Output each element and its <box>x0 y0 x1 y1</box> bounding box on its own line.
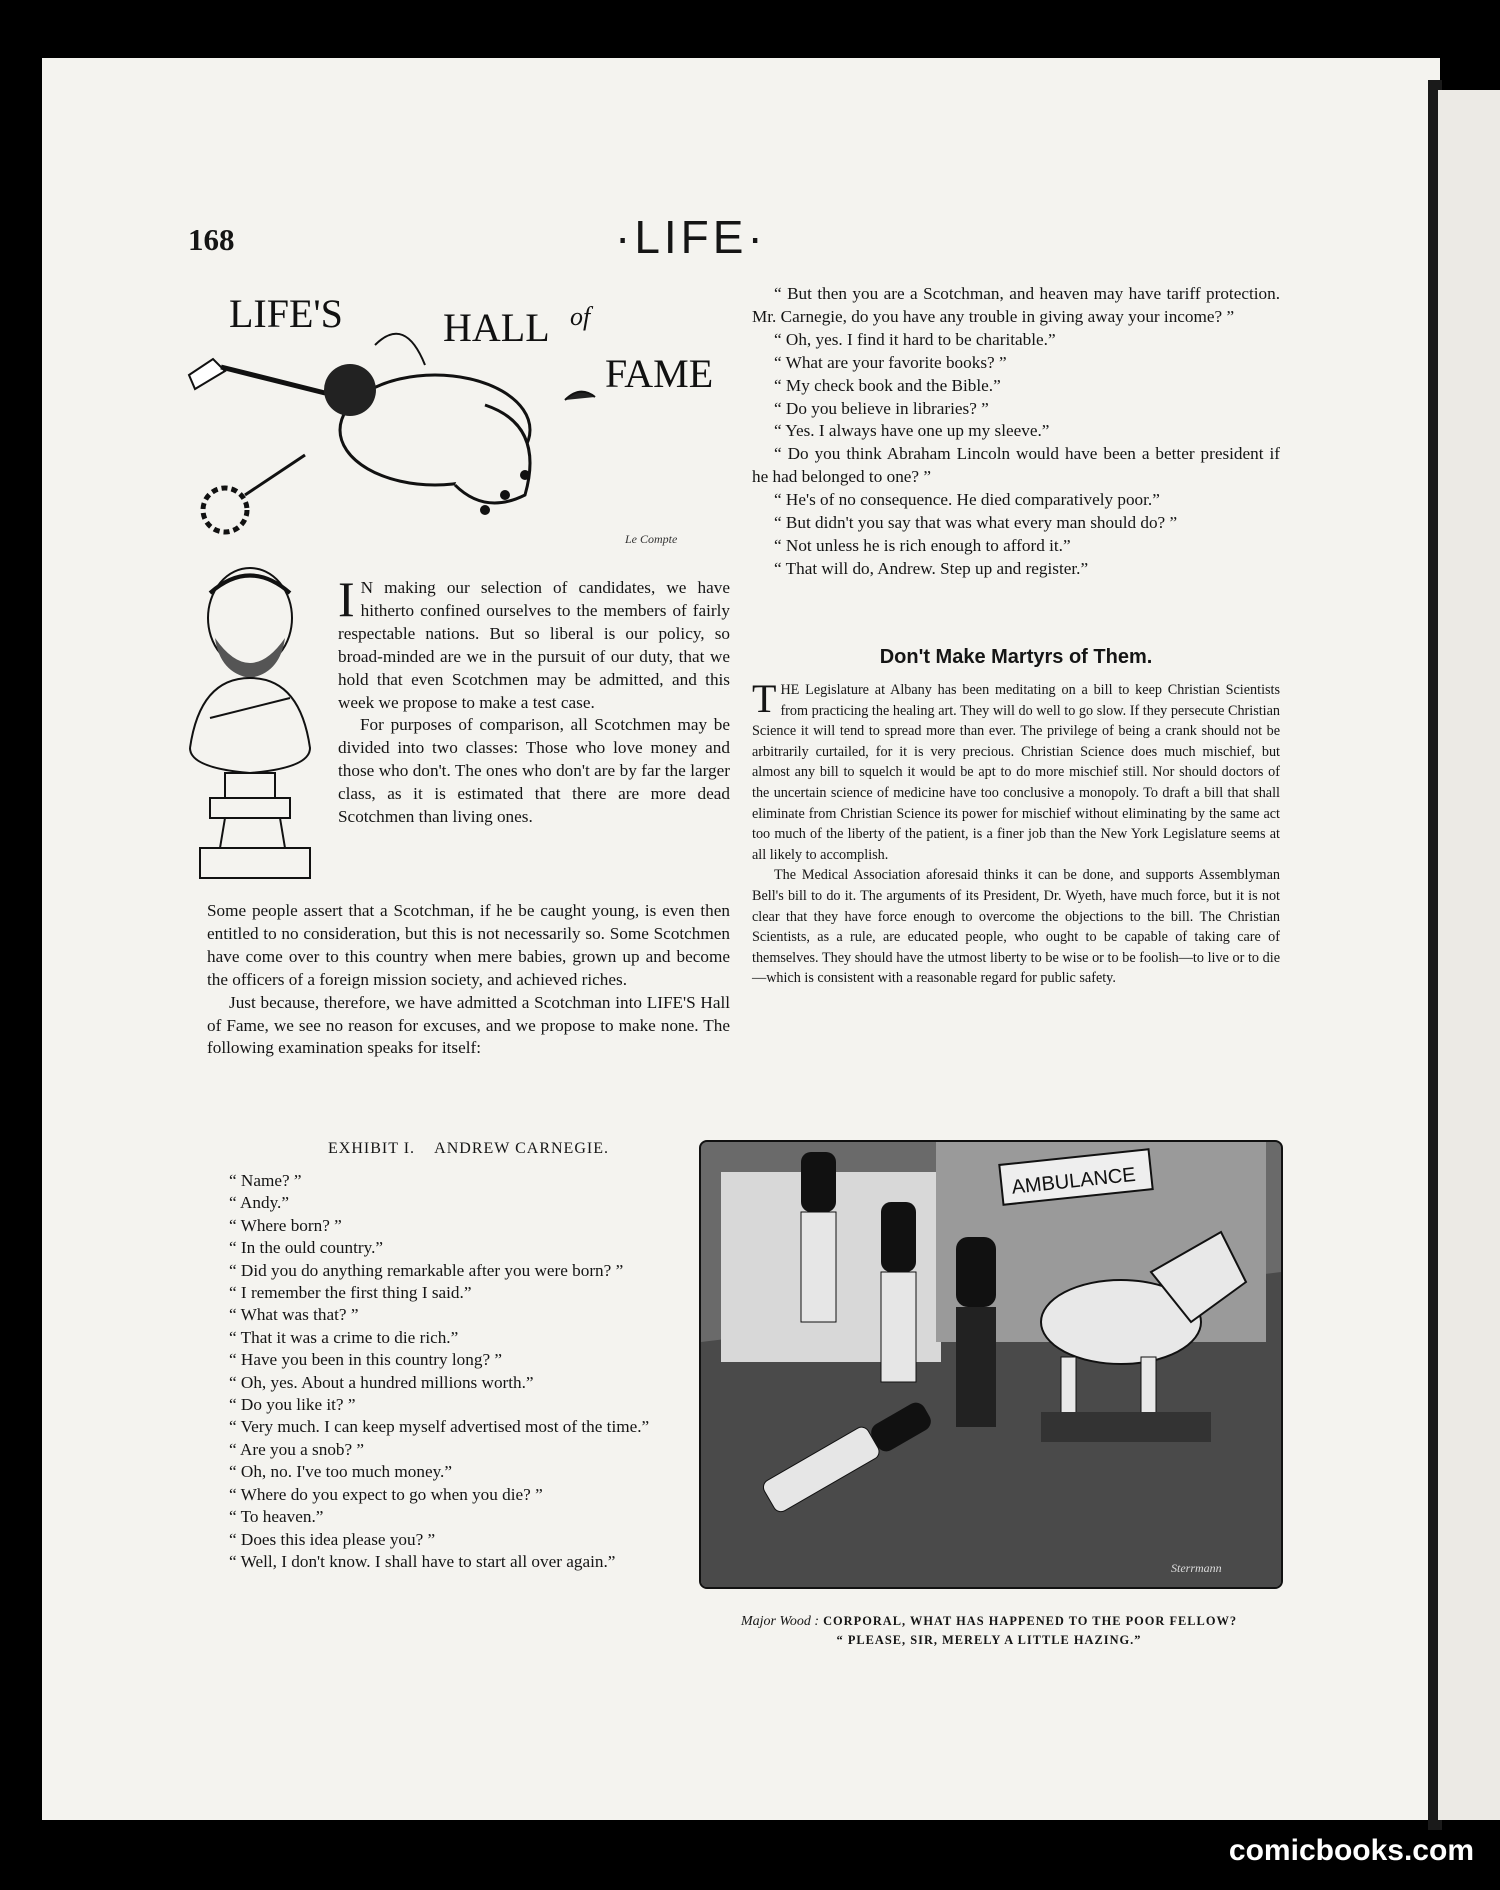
toy-soldier-icon <box>801 1152 836 1322</box>
toy-soldier-icon <box>956 1237 996 1427</box>
laurel-wreath-icon <box>203 488 247 532</box>
cartoon-signature: Sterrmann <box>1171 1561 1222 1575</box>
caption-line-2: “ PLEASE, SIR, MERELY A LITTLE HAZING.” <box>836 1633 1142 1647</box>
interview-line: “ Oh, yes. I find it hard to be charitable.” <box>774 329 1056 349</box>
hall-title-hall: HALL <box>443 305 550 350</box>
interview-line: “ I remember the first thing I said.” <box>229 1283 472 1303</box>
intro-paragraph-2: For purposes of comparison, all Scotchmen may be divided into two classes: Those who love money and those who don't. The ones who don't are by far the larger class, as it is estimated that there are more dead Scotchmen than living ones. <box>338 715 730 827</box>
article-paragraph-2: The Medical Association aforesaid thinks it can be done, and supports Assemblyman Bell's bill to do it. The arguments of its President, Dr. Wyeth, have much force, but it is not clear that they have force enough to overcome the objections to the bill. The Christian Scientists, as a rule, are educated people, who ought to be capable of taking care of themselves. They should have the utmost liberty to be wise or to be foolish—to live or to die—which is consistent with a reasonable regard for public safety. <box>752 867 1280 987</box>
interview-line: “ Where do you expect to go when you die? ” <box>229 1484 543 1504</box>
caption-line-1: CORPORAL, WHAT HAS HAPPENED TO THE POOR FELLOW? <box>823 1614 1238 1628</box>
interview-line: “ Yes. I always have one up my sleeve.” <box>774 421 1050 441</box>
interview-line: “ In the ould country.” <box>229 1238 383 1258</box>
continuation-paragraph-1: Some people assert that a Scotchman, if he be caught young, is even then entitled to no consideration, but this is not necessarily so. Some Scotchmen have come over to this country when mere babies, grown up and become the officers of a foreign mission society, and achieved riches. <box>207 901 730 989</box>
cartoon-drawing <box>701 1142 1281 1587</box>
interview-line: “ Does this idea please you? ” <box>229 1529 436 1549</box>
drop-cap: I <box>338 571 355 627</box>
interview-line: “ Do you think Abraham Lincoln would have been a better president if he had belonged to one? ” <box>752 444 1280 487</box>
intro-paragraph-1: N making our selection of candidates, we have hitherto confined ourselves to the members of fairly respectable nations. But so liberal is our policy, so broad-minded are we in the pursuit of our duty, that we hold that even Scotchmen may be admitted, and this week we propose to make a test case. <box>338 578 730 712</box>
interview-line: “ Have you been in this country long? ” <box>229 1350 503 1370</box>
exhibit-label: EXHIBIT I. <box>328 1140 416 1157</box>
interview-line: “ Very much. I can keep myself advertised most of the time.” <box>229 1417 650 1437</box>
intro-column <box>338 571 730 829</box>
toy-soldier-icon <box>881 1202 916 1382</box>
hall-title-fame: FAME <box>605 351 714 396</box>
caption-speaker: Major Wood : <box>740 1614 819 1629</box>
interview-right <box>752 283 1280 581</box>
continuation-paragraph-2: Just because, therefore, we have admitted a Scotchman into LIFE'S Hall of Fame, we see no reason for excuses, and we propose to make none. The following examination speaks for itself: <box>207 992 730 1058</box>
interview-line: “ He's of no consequence. He died comparatively poor.” <box>774 490 1160 510</box>
watermark: comicbooks.com <box>1228 1834 1474 1867</box>
interview-line: “ Are you a snob? ” <box>229 1439 365 1459</box>
masthead-title: ·LIFE· <box>615 211 767 263</box>
interview-line: “ Where born? ” <box>229 1215 342 1235</box>
trumpet-icon <box>189 359 325 393</box>
cartoon-caption <box>699 1612 1279 1650</box>
facing-page-edge <box>1438 90 1500 1820</box>
interview-line: “ Did you do anything remarkable after you were born? ” <box>229 1260 624 1280</box>
page-number: 168 <box>188 222 235 257</box>
interview-line: “ But didn't you say that was what every man should do? ” <box>774 513 1178 533</box>
interview-line: “ My check book and the Bible.” <box>774 375 1001 395</box>
interview-line: “ That will do, Andrew. Step up and register.” <box>774 558 1089 578</box>
exhibit-heading <box>207 1140 730 1158</box>
interview-line: “ Oh, no. I've too much money.” <box>229 1462 452 1482</box>
interview-line: “ What was that? ” <box>229 1305 359 1325</box>
interview-line: “ That it was a crime to die rich.” <box>229 1327 459 1347</box>
ambulance-sign: AMBULANCE <box>1010 1163 1137 1199</box>
article-heading: Don't Make Martyrs of Them. <box>879 646 1153 668</box>
interview-line: “ Do you believe in libraries? ” <box>774 398 989 418</box>
article-body <box>752 676 1280 989</box>
interview-line: “ Well, I don't know. I shall have to start all over again.” <box>229 1551 616 1571</box>
fame-figure-icon <box>245 334 595 515</box>
interview-line: “ Andy.” <box>229 1193 289 1213</box>
interview-line: “ Do you like it? ” <box>229 1395 356 1415</box>
interview-left <box>207 1170 675 1573</box>
illustrator-signature: Le Compte <box>625 532 678 546</box>
carnegie-bust-illustration <box>170 548 335 888</box>
interview-line: “ Name? ” <box>229 1171 302 1190</box>
interview-line: “ To heaven.” <box>229 1507 324 1527</box>
interview-line: “ Oh, yes. About a hundred millions worth.” <box>229 1372 534 1392</box>
intro-continuation <box>207 900 730 1060</box>
exhibit-name: ANDREW CARNEGIE. <box>434 1140 609 1157</box>
interview-line: “ What are your favorite books? ” <box>774 352 1007 372</box>
hall-title-lifes: LIFE'S <box>229 291 343 336</box>
hall-title-of: of <box>570 302 591 331</box>
hall-of-fame-illustration <box>185 285 725 555</box>
interview-line: “ But then you are a Scotchman, and heaven may have tariff protection. Mr. Carnegie, do you have any trouble in giving away your income? ” <box>752 284 1280 326</box>
article-drop-cap: T <box>752 676 777 721</box>
article-paragraph-1: HE Legislature at Albany has been meditating on a bill to keep Christian Scientists from practicing the healing art. They will do well to go slow. If they persecute Christian Science it will tend to spread more than ever. The privilege of being a crank should not be arbitrarily curtailed, for it is very precious. Christian Science does much mischief, but almost any bill to squelch it would be apt to do more mischief still. Nor should doctors of the uncertain science of medicine have too conclusive a monopoly. To draft a bill that shall eliminate from Christian Science its power for mischief without eliminating by the same act too much of the liberty of the patient, is a finer job than the New York Legislature seems at all likely to accomplish. <box>752 682 1280 863</box>
interview-line: “ Not unless he is rich enough to afford it.” <box>774 535 1071 555</box>
toy-soldiers-cartoon <box>699 1140 1283 1589</box>
